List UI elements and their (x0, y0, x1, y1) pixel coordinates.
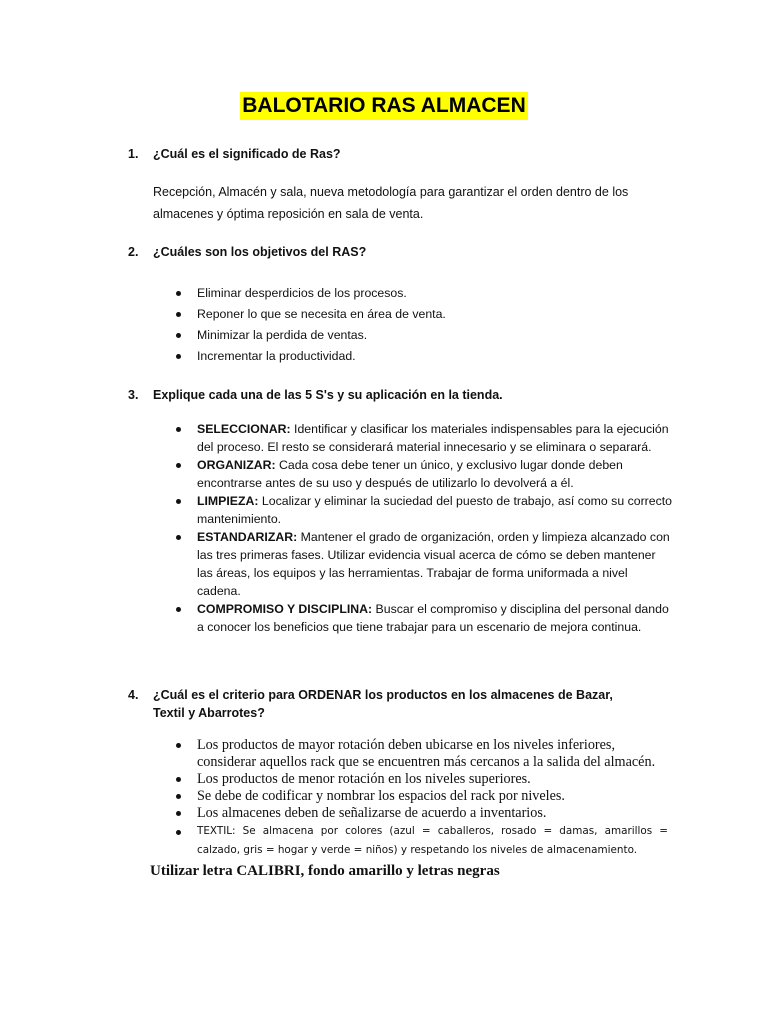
question-1 (128, 145, 668, 163)
term-description: Cada cosa debe tener un único, y exclusivo lugar donde deben encontrarse antes de su uso y después de utilizarlo lo devolverá a él. (197, 458, 623, 490)
list-item (172, 420, 672, 456)
term-description: Identificar y clasificar los materiales indispensables para la ejecución del proceso. El resto se considerará material innecesario y se eliminara o separará. (197, 422, 669, 454)
list-item: Incrementar la productividad. (172, 347, 652, 365)
question-text: ¿Cuál es el significado de Ras? (153, 147, 341, 161)
list-item (172, 456, 672, 492)
list-item: Eliminar desperdicios de los procesos. (172, 284, 652, 302)
list-item: Los almacenes deben de señalizarse de acuerdo a inventarios. (172, 805, 668, 822)
question-number: 4. (128, 688, 139, 702)
list-item: Minimizar la perdida de ventas. (172, 326, 652, 344)
question-text: ¿Cuáles son los objetivos del RAS? (153, 245, 367, 259)
answer-1: Recepción, Almacén y sala, nueva metodología para garantizar el orden dentro de los almacenes y óptima reposición en sala de venta. (153, 185, 629, 221)
list-item: TEXTIL: Se almacena por colores (azul = caballeros, rosado = damas, amarillos = calzado, gris = hogar y verde = niños) y respetando los niveles de almacenamiento. (172, 822, 668, 860)
question-2 (128, 243, 668, 261)
question-number: 2. (128, 245, 139, 259)
document-title: BALOTARIO RAS ALMACEN (240, 92, 527, 120)
list-item (172, 528, 672, 600)
title-container (0, 92, 768, 120)
footer-instruction: Utilizar letra CALIBRI, fondo amarillo y letras negras (150, 863, 500, 879)
list-item (172, 492, 672, 528)
list-item: Los productos de menor rotación en los niveles superiores. (172, 771, 668, 788)
list-item: Reponer lo que se necesita en área de venta. (172, 305, 652, 323)
objectives-list (172, 284, 652, 365)
question-text: Explique cada una de las 5 S's y su aplicación en la tienda. (153, 388, 503, 402)
list-item: Los productos de mayor rotación deben ubicarse en los niveles inferiores, considerar aquellos rack que se encuentren más cercanos a la salida del almacén. (172, 737, 668, 771)
question-3 (128, 386, 668, 404)
question-text: ¿Cuál es el criterio para ORDENAR los productos en los almacenes de Bazar, Textil y Abarrotes? (153, 688, 613, 720)
question-number: 3. (128, 388, 139, 402)
term-label: ESTANDARIZAR: (197, 530, 298, 544)
term-description: Localizar y eliminar la suciedad del puesto de trabajo, así como su correcto mantenimiento. (197, 494, 673, 526)
question-number: 1. (128, 147, 139, 161)
term-label: ORGANIZAR: (197, 458, 276, 472)
term-label: COMPROMISO Y DISCIPLINA: (197, 602, 373, 616)
five-s-list (172, 420, 672, 636)
term-description: Mantener el grado de organización, orden y limpieza alcanzado con las tres primeras fases. Utilizar evidencia visual acerca de cómo se deben mantener las áreas, los equipos y las herramientas. Trabajar de forma uniformada a nivel cadena. (197, 530, 670, 598)
term-description: Buscar el compromiso y disciplina del personal dando a conocer los beneficios que tiene trabajar para un escenario de mejora continua. (197, 602, 669, 634)
term-label: LIMPIEZA: (197, 494, 259, 508)
list-item (172, 600, 672, 636)
list-item: Se debe de codificar y nombrar los espacios del rack por niveles. (172, 788, 668, 805)
term-label: SELECCIONAR: (197, 422, 291, 436)
criteria-list (172, 737, 668, 860)
question-4 (128, 686, 648, 722)
